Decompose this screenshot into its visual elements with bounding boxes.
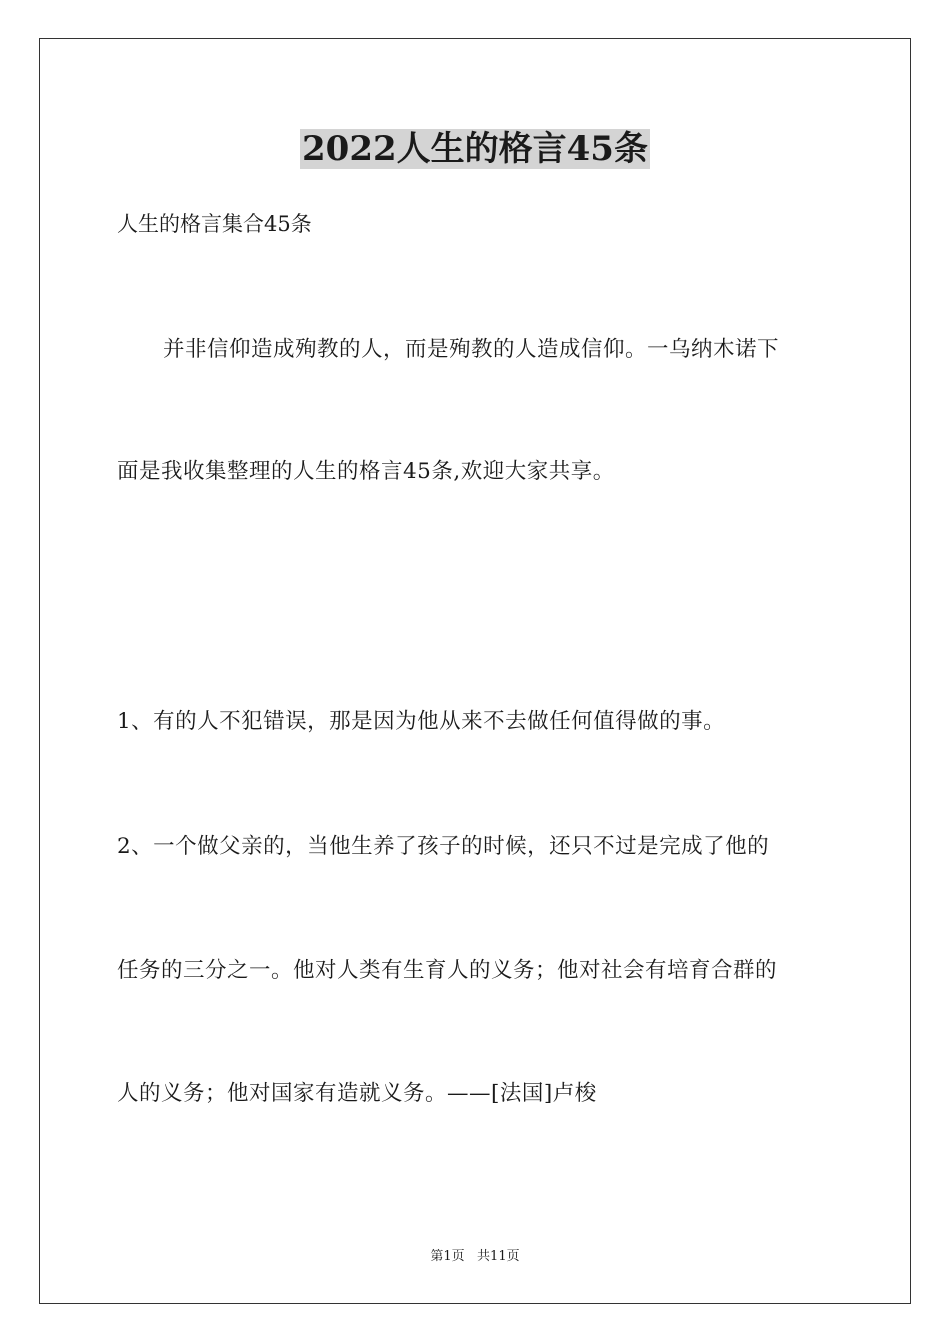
paragraph-line: 面是我收集整理的人生的格言45条,欢迎大家共享。 xyxy=(117,459,615,484)
paragraph-line: 并非信仰造成殉教的人，而是殉教的人造成信仰。一乌纳木诺下 xyxy=(163,337,780,362)
document-title xyxy=(0,128,950,170)
document-subtitle: 人生的格言集合45条 xyxy=(117,212,312,236)
paragraph-line: 人的义务；他对国家有造就义务。——[法国]卢梭 xyxy=(117,1081,597,1106)
paragraph-line: 1、有的人不犯错误，那是因为他从来不去做任何值得做的事。 xyxy=(117,709,726,734)
paragraph-line: 2、一个做父亲的，当他生养了孩子的时候，还只不过是完成了他的 xyxy=(117,834,770,859)
paragraph-line: 任务的三分之一。他对人类有生育人的义务；他对社会有培育合群的 xyxy=(117,958,778,983)
document-title-text: 2022人生的格言45条 xyxy=(302,129,648,169)
page-footer: 第1页 共11页 xyxy=(430,1249,520,1264)
